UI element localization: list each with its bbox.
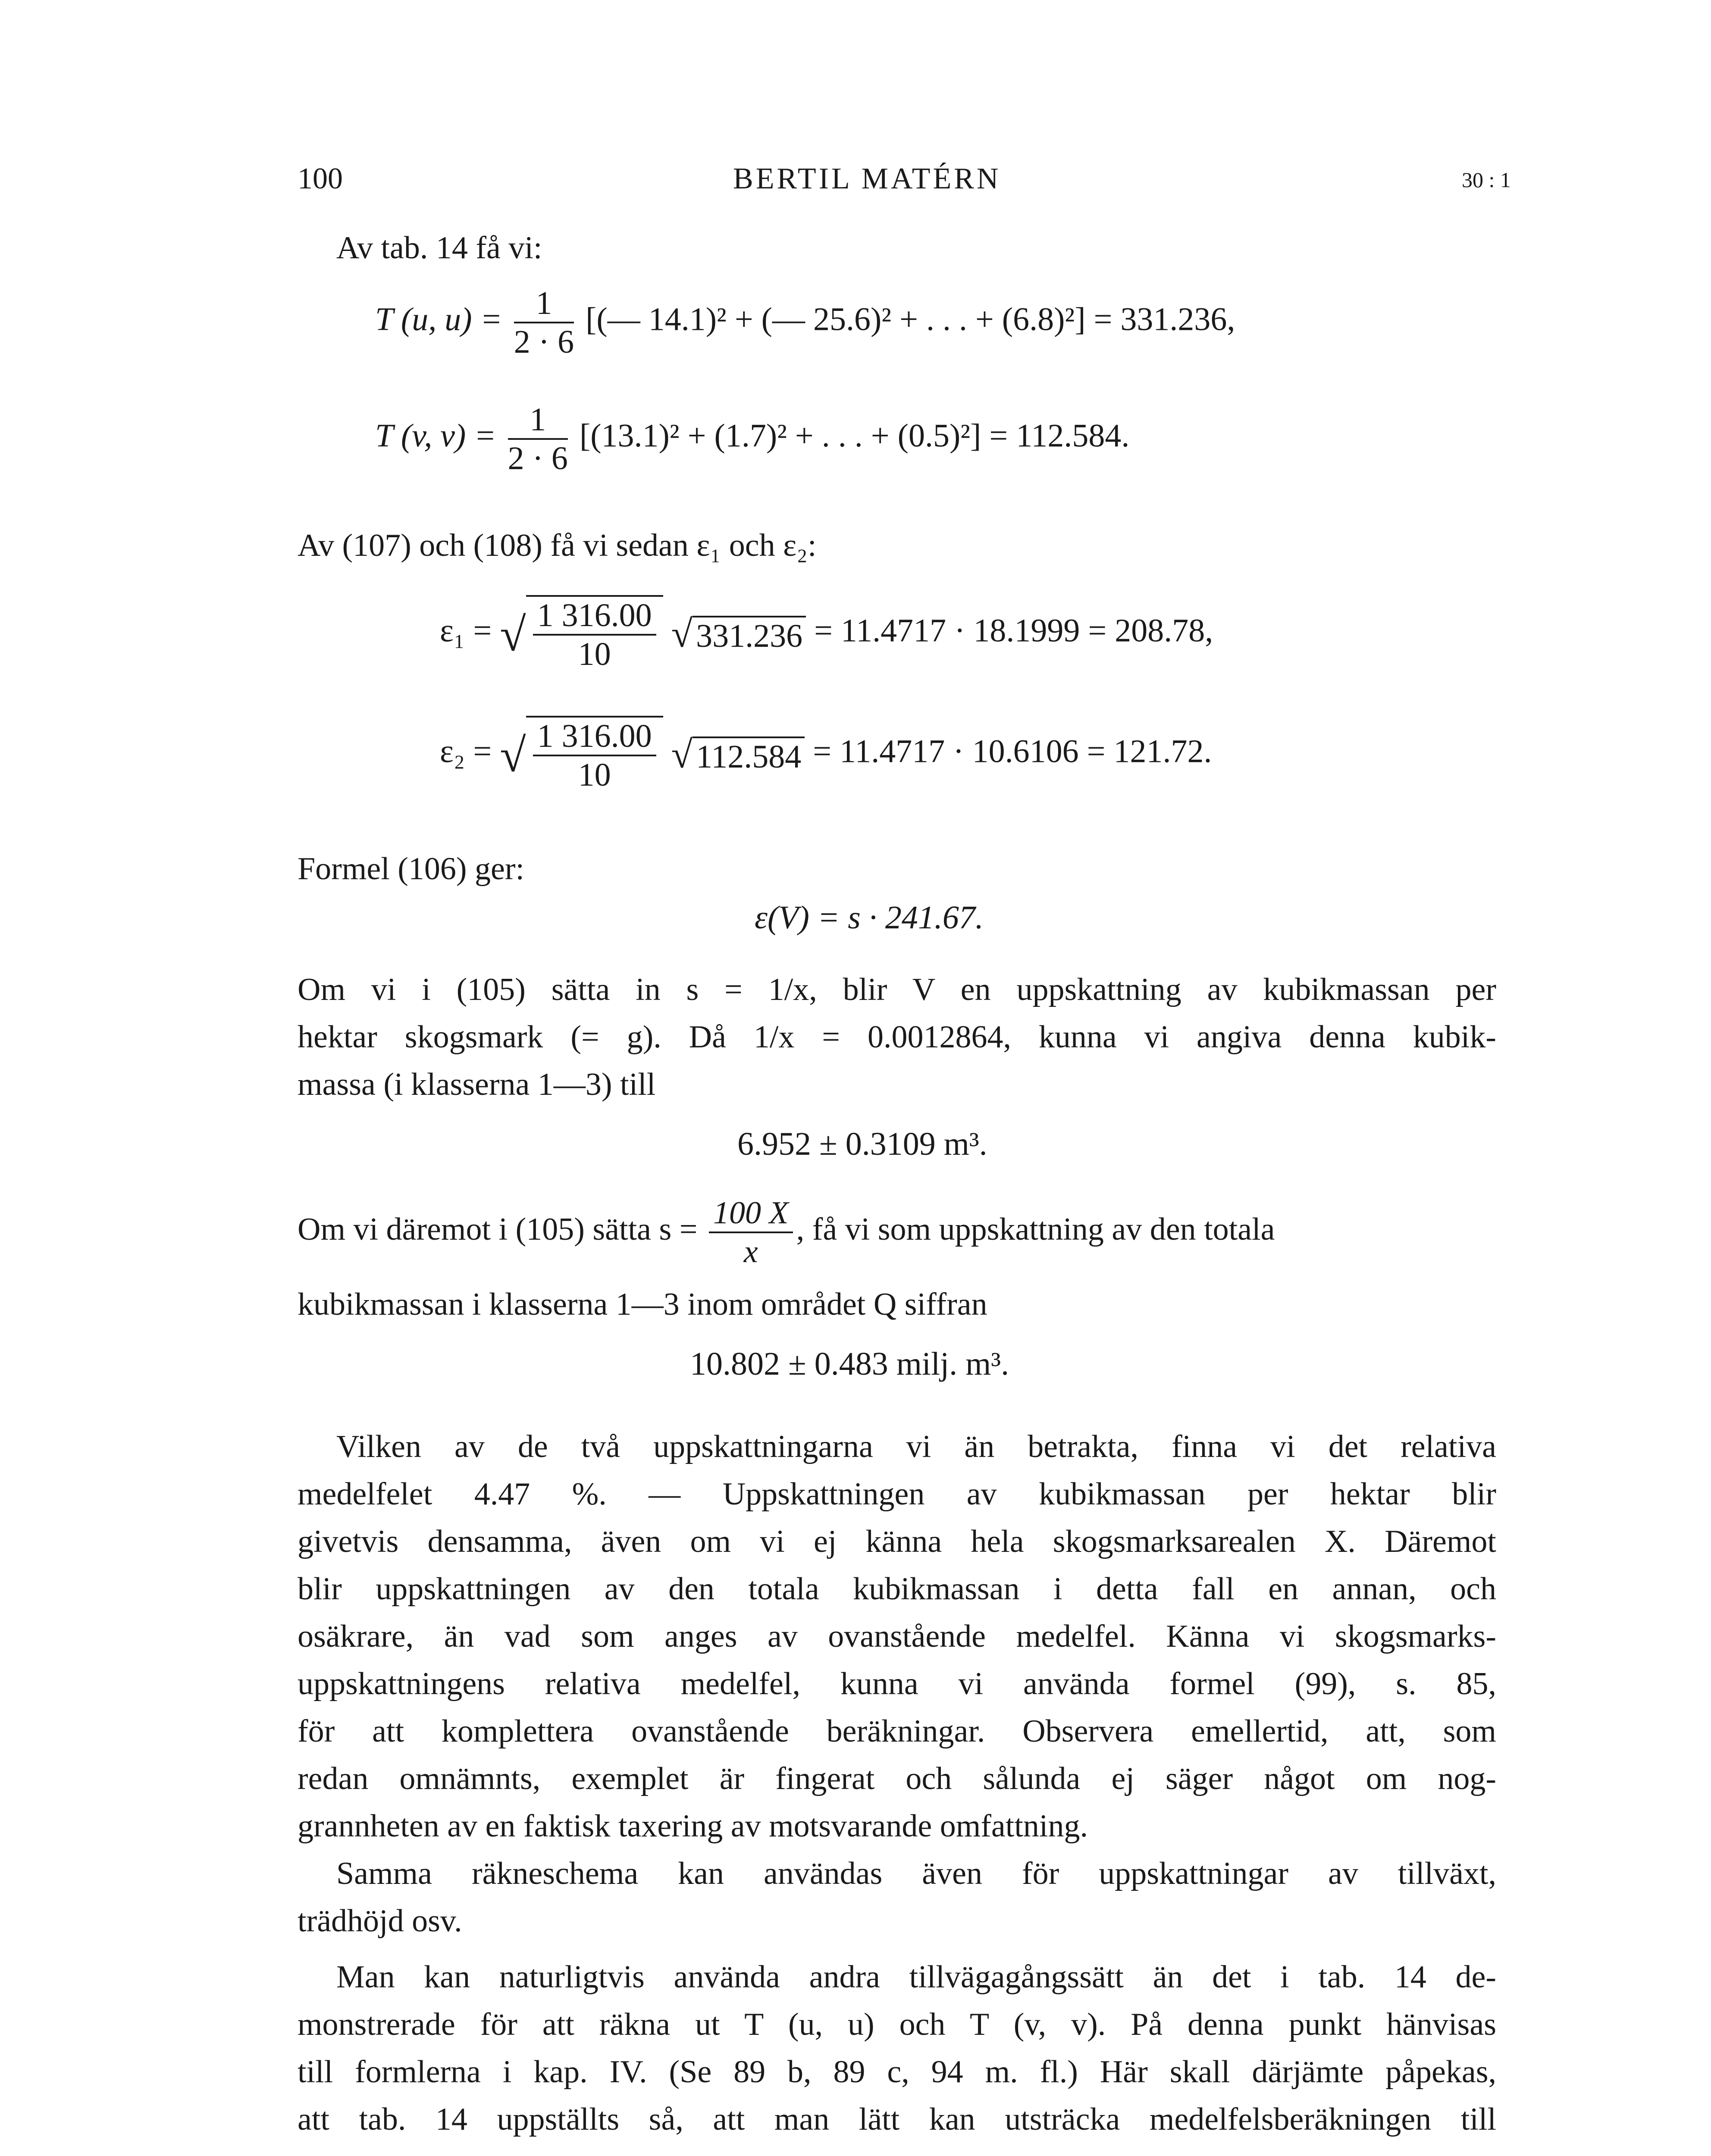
epsilon-intro-line: Av (107) och (108) få vi sedan ε₁ och ε₂:	[298, 528, 817, 563]
paragraph-3-line-9: grannheten av en faktisk taxering av motsvarande omfattning.	[298, 1808, 1088, 1844]
series-number: 30 : 1	[1462, 168, 1511, 192]
equation-volume-per-hectare: 6.952 ± 0.3109 m³.	[737, 1126, 987, 1162]
paragraph-3-line-8: redan omnämnts, exemplet är fingerat och sålunda ej säger något om nog-	[298, 1761, 1496, 1796]
paragraph-2-post: , få vi som uppskattning av den totala	[796, 1211, 1275, 1247]
eq2-fraction	[508, 401, 568, 477]
paragraph-3-line-7: för att komplettera ovanstående beräkningar. Observera emellertid, att, som	[298, 1714, 1496, 1749]
paragraph-2-line-2: kubikmassan i klasserna 1—3 inom området Q siffran	[298, 1287, 987, 1322]
paragraph-3-line-2: medelfelet 4.47 %. — Uppskattningen av kubikmassan per hektar blir	[298, 1476, 1496, 1512]
paragraph-5-line-1: Man kan naturligtvis använda andra tillvägagångssätt än det i tab. 14 de-	[336, 1959, 1496, 1995]
eq3-frac-den: 10	[578, 636, 611, 672]
paragraph-3-line-4: blir uppskattningen av den totala kubikmassan i detta fall en annan, och	[298, 1571, 1496, 1607]
equation-epsilon-v: ε(V) = s · 241.67.	[755, 899, 984, 936]
eq1-rhs: [(— 14.1)² + (— 25.6)² + . . . + (6.8)²] = 331.236,	[586, 301, 1235, 338]
eq1-frac-den: 2 · 6	[514, 324, 574, 360]
eq2-frac-den: 2 · 6	[508, 440, 568, 476]
eq4-frac-den: 10	[578, 757, 611, 793]
eq4-sqrt-value: √ 112.584	[671, 733, 805, 777]
eq4-rhs: = 11.4717 · 10.6106 = 121.72.	[813, 733, 1212, 770]
paragraph-5-line-3: till formlerna i kap. IV. (Se 89 b, 89 c, 94 m. fl.) Här skall därjämte påpekas,	[298, 2054, 1496, 2090]
formel-line: Formel (106) ger:	[298, 851, 525, 887]
paragraph-2-frac-den: x	[743, 1234, 758, 1269]
eq2-rhs: [(13.1)² + (1.7)² + . . . + (0.5)²] = 112.584.	[579, 417, 1130, 454]
paragraph-3-line-5: osäkrare, än vad som anges av ovanstående medelfel. Känna vi skogsmarks-	[298, 1619, 1496, 1654]
paragraph-3-line-6: uppskattningens relativa medelfel, kunna vi använda formel (99), s. 85,	[298, 1666, 1496, 1702]
paragraph-2-line-1	[298, 1194, 1496, 1270]
eq3-fraction	[533, 597, 656, 673]
paragraph-1-line-1: Om vi i (105) sätta in s = 1/x, blir V en uppskattning av kubikmassan per	[298, 972, 1496, 1007]
paragraph-1-line-2: hektar skogsmark (= g). Då 1/x = 0.0012864, kunna vi angiva denna kubik-	[298, 1019, 1496, 1055]
paragraph-4-line-1: Samma räkneschema kan användas även för uppskattningar av tillväxt,	[336, 1856, 1496, 1891]
paragraph-3-line-3: givetvis densamma, även om vi ej känna hela skogsmarksarealen X. Däremot	[298, 1524, 1496, 1559]
paragraph-3-line-1: Vilken av de två uppskattningarna vi än betrakta, finna vi det relativa	[336, 1429, 1496, 1464]
paragraph-4-line-2: trädhöjd osv.	[298, 1903, 462, 1939]
eq3-sqrt-value: √ 331.236	[671, 612, 806, 656]
eq2-frac-num: 1	[508, 401, 568, 440]
running-title: BERTIL MATÉRN	[733, 162, 1001, 195]
eq4-root-value: 112.584	[693, 736, 805, 776]
eq2-lhs: T (v, v) =	[375, 417, 496, 454]
eq3-root-value: 331.236	[693, 616, 806, 655]
eq3-rhs: = 11.4717 · 18.1999 = 208.78,	[814, 612, 1213, 649]
eq1-fraction	[514, 285, 574, 360]
eq4-frac-num: 1 316.00	[533, 718, 656, 756]
eq3-lhs: ε₁ =	[440, 612, 492, 649]
eq4-fraction	[533, 718, 656, 793]
eq4-lhs: ε₂ =	[440, 733, 492, 770]
paragraph-5-line-2: monstrerade för att räkna ut T (u, u) och T (v, v). På denna punkt hänvisas	[298, 2007, 1496, 2042]
equation-epsilon-1	[440, 595, 1213, 673]
paragraph-1-line-3: massa (i klasserna 1—3) till	[298, 1067, 656, 1102]
paragraph-2-pre: Om vi däremot i (105) sätta s =	[298, 1211, 698, 1247]
paragraph-2-fraction	[709, 1194, 793, 1270]
intro-line: Av tab. 14 få vi:	[336, 230, 542, 266]
equation-epsilon-2	[440, 716, 1212, 793]
page-number: 100	[298, 162, 343, 195]
paragraph-5-line-4: att tab. 14 uppställts så, att man lätt kan utsträcka medelfelsberäkningen till	[298, 2102, 1496, 2137]
paragraph-2-frac-num: 100 X	[709, 1194, 793, 1233]
equation-t-vv	[375, 401, 1129, 477]
eq1-lhs: T (u, u) =	[375, 301, 502, 338]
eq1-frac-num: 1	[514, 285, 574, 323]
eq4-sqrt-fraction: √ $\frac{1 316.00}{10}$	[500, 716, 663, 793]
equation-total-volume: 10.802 ± 0.483 milj. m³.	[690, 1346, 1009, 1382]
equation-t-uu	[375, 285, 1235, 360]
eq3-frac-num: 1 316.00	[533, 597, 656, 636]
eq3-sqrt-fraction: √ $\frac{1 316.00}{10}$	[500, 595, 663, 673]
